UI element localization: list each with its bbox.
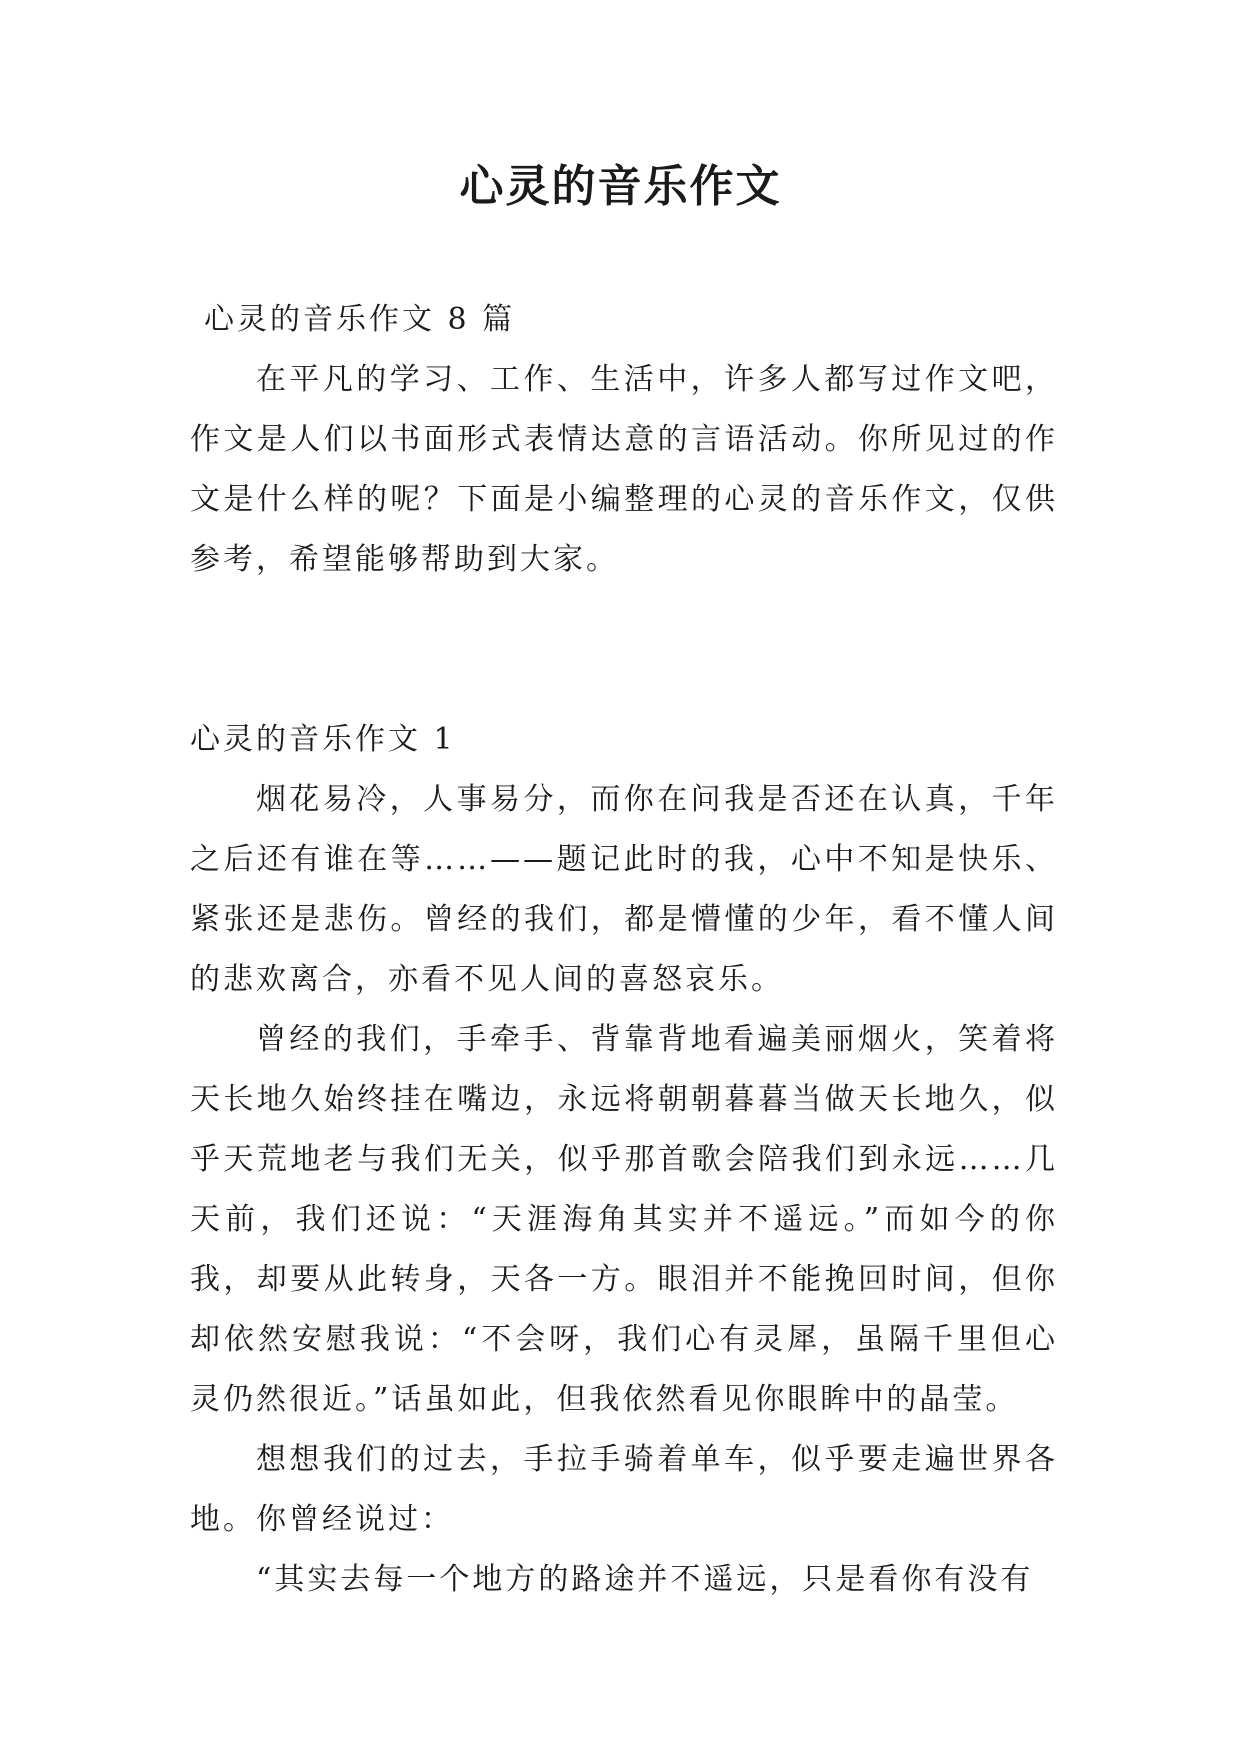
document-subtitle: 心灵的音乐作文 8 篇 xyxy=(204,302,516,337)
document-body xyxy=(190,290,1058,1610)
body-paragraph: “其实去每一个地方的路途并不遥远，只是看你有没有 xyxy=(256,1562,1034,1597)
body-paragraph: 曾经的我们，手牵手、背靠背地看遍美丽烟火，笑着将天长地久始终挂在嘴边，永远将朝朝暮暮当做天长地久，似乎天荒地老与我们无关，似乎那首歌会陪我们到永远……几天前，我们还说：“天涯海角其实并不遥远。”而如今的你我，却要从此转身，天各一方。眼泪并不能挽回时间，但你却依然安慰我说：“不会呀，我们心有灵犀，虽隔千里但心灵仍然很近。”话虽如此，但我依然看见你眼眸中的晶莹。 xyxy=(190,1022,1058,1417)
page-title: 心灵的音乐作文 xyxy=(459,161,782,212)
body-paragraph: 想想我们的过去，手拉手骑着单车，似乎要走遍世界各地。你曾经说过： xyxy=(190,1442,1058,1537)
intro-paragraph: 在平凡的学习、工作、生活中，许多人都写过作文吧，作文是人们以书面形式表情达意的言语活动。你所见过的作文是什么样的呢？下面是小编整理的心灵的音乐作文，仅供参考，希望能够帮助到大家。 xyxy=(190,362,1058,577)
body-paragraph: 烟花易冷，人事易分，而你在问我是否还在认真，千年之后还有谁在等……——题记此时的我，心中不知是快乐、紧张还是悲伤。曾经的我们，都是懵懂的少年，看不懂人间的悲欢离合，亦看不见人间的喜怒哀乐。 xyxy=(190,782,1058,997)
section-heading: 心灵的音乐作文 1 xyxy=(190,722,456,757)
